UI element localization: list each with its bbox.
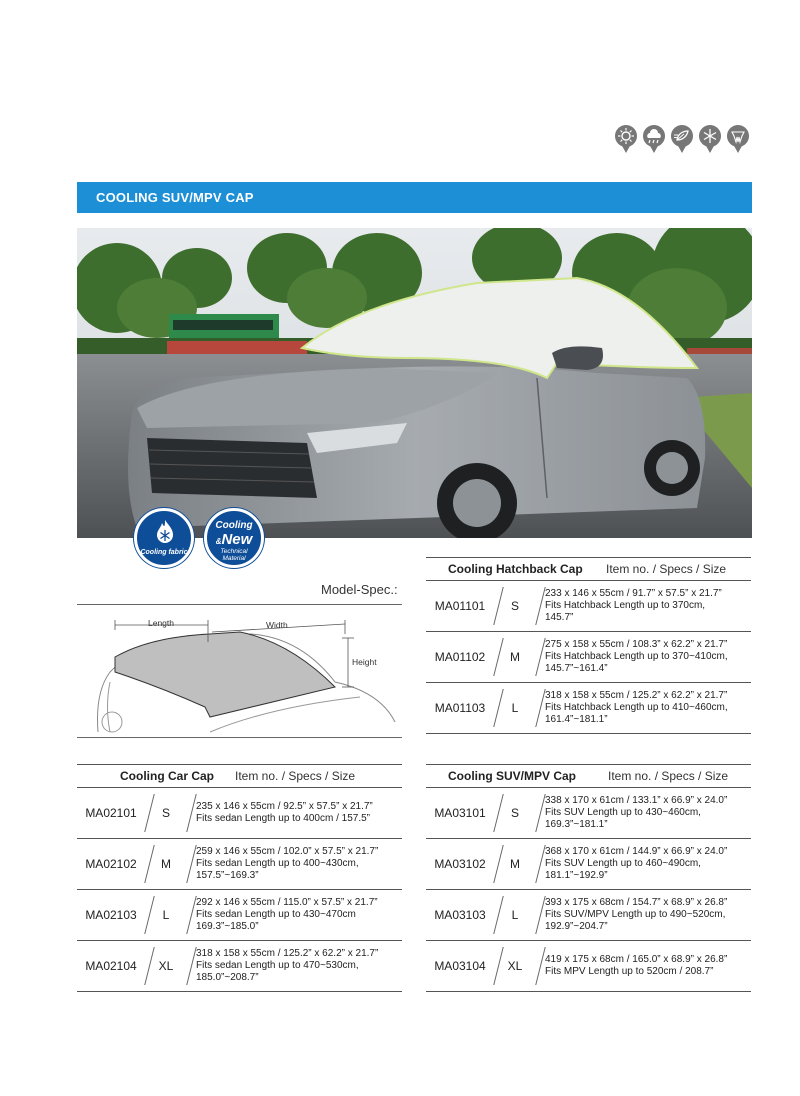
spec-line: Fits sedan Length up to 470~530cm, [196, 960, 359, 971]
spec-line: 259 x 146 x 55cm / 102.0” x 57.5” x 21.7” [196, 846, 379, 857]
spec-line: 169.3”~181.1” [545, 819, 608, 830]
cooling-fabric-badge [134, 508, 194, 568]
size-code: L [511, 701, 519, 715]
sun-icon [614, 124, 638, 154]
badge-technical: Technical [220, 548, 248, 555]
badge-material: Material [222, 555, 246, 562]
size-code: S [510, 599, 519, 613]
banner-title: COOLING SUV/MPV CAP [96, 190, 254, 205]
spec-text [545, 788, 751, 838]
size-code: L [511, 908, 519, 922]
product-photo [77, 228, 752, 538]
spec-text [545, 890, 751, 940]
section-banner [77, 182, 752, 213]
length-label: Length [148, 618, 174, 628]
car-spec-table [77, 764, 402, 992]
spec-line: Fits MPV Length up to 520cm / 208.7” [545, 966, 714, 977]
item-number: MA03101 [434, 806, 486, 820]
size-code: M [510, 857, 520, 871]
spec-text [545, 632, 751, 682]
size-code: S [510, 806, 519, 820]
table-row [426, 890, 751, 941]
table-row [426, 632, 751, 683]
spec-text [545, 941, 751, 991]
item-number: MA03103 [434, 908, 486, 922]
leaf-wind-icon [670, 124, 694, 154]
spec-line: Fits SUV Length up to 460~490cm, [545, 858, 701, 869]
item-number: MA03104 [434, 959, 486, 973]
spec-text [196, 890, 402, 940]
dimension-diagram [90, 612, 400, 734]
item-number: MA01102 [434, 650, 486, 664]
size-code: L [162, 908, 170, 922]
spec-line: Fits sedan Length up to 400cm / 157.5” [196, 813, 370, 824]
spec-text [196, 788, 402, 838]
season-icons [614, 124, 750, 154]
spec-text [196, 839, 402, 889]
badge-cooling-label: Cooling [215, 520, 253, 531]
table-header [426, 557, 751, 581]
spec-line: 318 x 158 x 55cm / 125.2” x 62.2” x 21.7” [545, 690, 728, 701]
spec-line: 275 x 158 x 55cm / 108.3” x 62.2” x 21.7” [545, 639, 728, 650]
table-row [426, 683, 751, 734]
badge-technical-material [207, 548, 261, 562]
spec-line: 145.7” [545, 612, 574, 623]
spec-line: 419 x 175 x 68cm / 165.0” x 68.9” x 26.8” [545, 954, 728, 965]
spec-line: 169.3”~185.0” [196, 921, 259, 932]
spec-line: 185.0”~208.7” [196, 972, 259, 983]
table-row [426, 839, 751, 890]
spec-line: 145.7”~161.4” [545, 663, 608, 674]
table-row [77, 890, 402, 941]
spec-line: 192.9”~204.7” [545, 921, 608, 932]
item-number: MA03102 [434, 857, 486, 871]
model-spec-label: Model-Spec.: [321, 582, 398, 597]
spec-line: 161.4”~181.1” [545, 714, 608, 725]
hatchback-spec-table [426, 557, 751, 734]
spec-text [545, 581, 751, 631]
spec-line: Fits SUV Length up to 430~460cm, [545, 807, 701, 818]
table-header [77, 764, 402, 788]
table-row [426, 941, 751, 992]
spec-line: 233 x 146 x 55cm / 91.7” x 57.5” x 21.7” [545, 588, 722, 599]
table-columns: Item no. / Specs / Size [608, 769, 729, 783]
badge-amp: & [215, 537, 222, 546]
spec-line: Fits sedan Length up to 400~430cm, [196, 858, 359, 869]
diagram-divider-top [77, 604, 402, 605]
spec-text [545, 683, 751, 733]
cooling-new-badge [204, 508, 264, 568]
table-columns: Item no. / Specs / Size [235, 769, 356, 783]
snowflake-icon [698, 124, 722, 154]
item-number: MA01103 [434, 701, 486, 715]
item-number: MA02102 [85, 857, 137, 871]
spec-line: 393 x 175 x 68cm / 154.7” x 68.9” x 26.8” [545, 897, 728, 908]
item-number: MA02103 [85, 908, 137, 922]
table-row [77, 839, 402, 890]
diagram-divider-bottom [77, 737, 402, 738]
size-code: S [161, 806, 170, 820]
size-code: XL [158, 959, 174, 973]
spec-line: 368 x 170 x 61cm / 144.9” x 66.9” x 24.0” [545, 846, 728, 857]
spec-line: 318 x 158 x 55cm / 125.2” x 62.2” x 21.7” [196, 948, 379, 959]
size-code: M [161, 857, 171, 871]
table-header [426, 764, 751, 788]
snow-flame-icon [153, 519, 177, 545]
spec-line: Fits sedan Length up to 430~470cm [196, 909, 356, 920]
item-number: MA01101 [434, 599, 486, 613]
item-number: MA02101 [85, 806, 137, 820]
spec-line: Fits Hatchback Length up to 370cm, [545, 600, 706, 611]
table-columns: Item no. / Specs / Size [606, 562, 727, 576]
size-code: M [510, 650, 520, 664]
table-title: Cooling SUV/MPV Cap [448, 769, 577, 783]
spec-line: Fits Hatchback Length up to 370~410cm, [545, 651, 728, 662]
spec-line: 235 x 146 x 55cm / 92.5” x 57.5” x 21.7” [196, 801, 373, 812]
spec-text [196, 941, 402, 991]
table-title: Cooling Hatchback Cap [448, 562, 583, 576]
height-label: Height [352, 657, 377, 667]
spec-text [545, 839, 751, 889]
table-row [77, 788, 402, 839]
width-label: Width [266, 620, 288, 630]
spec-line: Fits SUV/MPV Length up to 490~520cm, [545, 909, 726, 920]
spec-line: 181.1”~192.9” [545, 870, 608, 881]
rain-cloud-icon [642, 124, 666, 154]
table-row [426, 581, 751, 632]
cooling-fabric-label: Cooling fabric [140, 549, 188, 556]
table-title: Cooling Car Cap [120, 769, 215, 783]
item-number: MA02104 [85, 959, 137, 973]
size-code: XL [507, 959, 523, 973]
suv-spec-table [426, 764, 751, 992]
table-row [426, 788, 751, 839]
table-row [77, 941, 402, 992]
spec-line: Fits Hatchback Length up to 410~460cm, [545, 702, 728, 713]
badge-new-word: New [221, 531, 253, 548]
badge-new-label [207, 531, 261, 548]
spec-line: 338 x 170 x 61cm / 133.1” x 66.9” x 24.0” [545, 795, 728, 806]
spec-line: 292 x 146 x 55cm / 115.0” x 57.5” x 21.7” [196, 897, 378, 908]
ice-icon [726, 124, 750, 154]
spec-line: 157.5”~169.3” [196, 870, 259, 881]
